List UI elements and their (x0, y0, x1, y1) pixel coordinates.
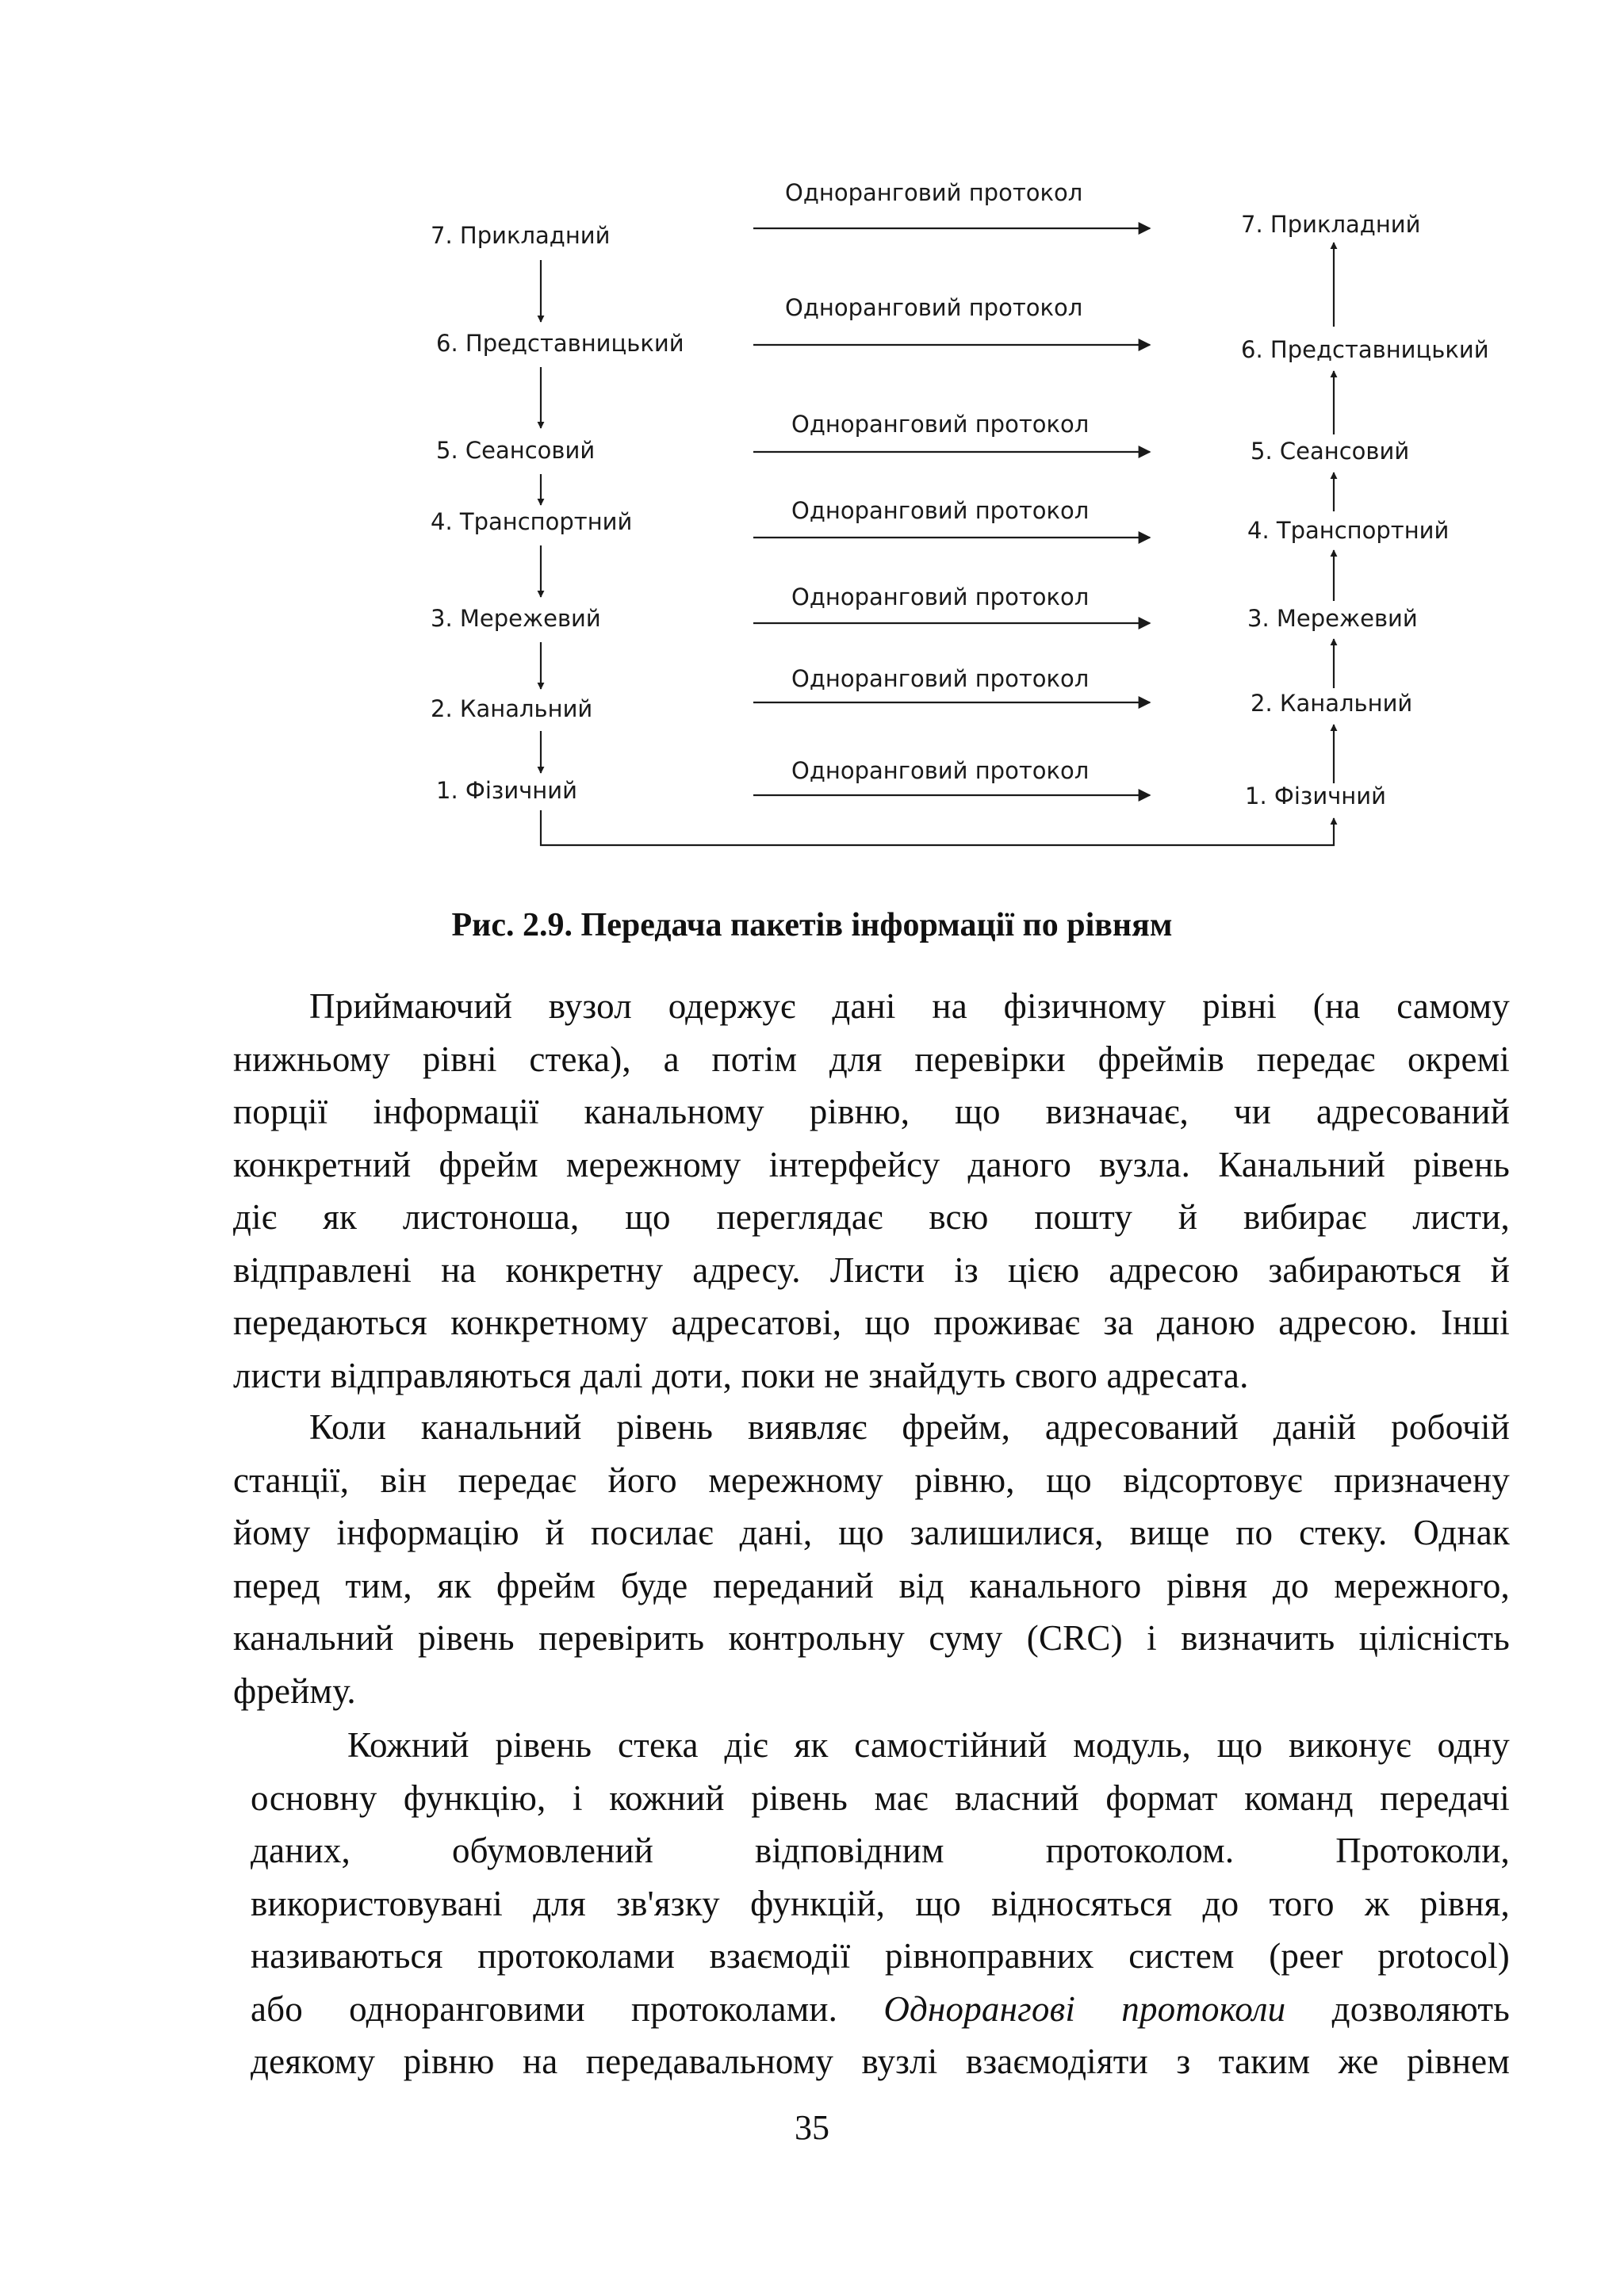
text-line: канальний рівень перевірить контрольну суму (CRC) і визначить цілісність (233, 1618, 1510, 1658)
left-layer-7: 7. Прикладний (431, 222, 611, 249)
right-layer-1: 1. Фізичний (1245, 783, 1386, 809)
sender-stack (431, 222, 684, 804)
page-number: 35 (795, 2108, 829, 2147)
text-line (251, 1983, 1510, 2036)
text-line: нижньому рівні стека), а потім для перевірки фреймів передає окремі (233, 1039, 1510, 1079)
text-line: даних, обумовлений відповідним протоколом. Протоколи, (251, 1831, 1510, 1870)
text-line: відправлені на конкретну адресу. Листи із цією адресою забираються й (233, 1249, 1510, 1290)
paragraph-2 (233, 1401, 1510, 1717)
text-line: Коли канальний рівень виявляє фрейм, адресований даній робочій (309, 1407, 1510, 1447)
protocol-label-2: Одноранговий протокол (791, 665, 1090, 692)
protocol-label-5: Одноранговий протокол (791, 411, 1090, 438)
paragraph-1 (233, 980, 1510, 1402)
text-run: або однoранговими протоколами. (251, 1988, 884, 2029)
text-line: діє як листоноша, що переглядає всю пошту й вибирає листи, (233, 1197, 1510, 1237)
text-line: листи відправляються далі доти, поки не знайдуть свого адресата. (233, 1355, 1249, 1395)
text-line: деякому рівню на передавальному вузлі взаємодіяти з таким же рівнем (251, 2042, 1510, 2081)
text-line: конкретний фрейм мережному інтерфейсу даного вузла. Канальний рівень (233, 1144, 1510, 1184)
text-line: передаються конкретному адресатові, що проживає за даною адресою. Інші (233, 1303, 1510, 1342)
text-line: порції інформації канальному рівню, що визначає, чи адресований (233, 1092, 1510, 1131)
protocol-label-4: Одноранговий протокол (791, 497, 1090, 524)
text-line: Приймаючий вузол одержує дані на фізичному рівні (на самому (309, 986, 1510, 1026)
left-layer-1: 1. Фізичний (436, 777, 577, 804)
paragraph-3 (251, 1719, 1510, 2088)
peer-protocol-labels (785, 179, 1089, 784)
text-line: фрейму. (233, 1670, 356, 1711)
protocol-label-1: Одноранговий протокол (791, 757, 1090, 784)
left-layer-5: 5. Сеансовий (436, 437, 596, 464)
text-run: дозволяють (1285, 1988, 1510, 2029)
receiver-stack (1241, 211, 1489, 809)
right-layer-3: 3. Мережевий (1247, 605, 1418, 632)
italic-term: Однорангові протоколи (883, 1988, 1286, 2029)
left-layer-2: 2. Канальний (431, 695, 593, 722)
right-layer-6: 6. Представницький (1241, 336, 1489, 363)
right-layer-4: 4. Транспортний (1247, 517, 1450, 544)
protocol-label-3: Одноранговий протокол (791, 584, 1090, 610)
right-layer-7: 7. Прикладний (1241, 211, 1421, 238)
text-line: йому інформацію й посилає дані, що залишилися, вище по стеку. Однак (233, 1513, 1510, 1552)
text-line: називаються протоколами взаємодії рівноправних систем (peer protocol) (251, 1936, 1510, 1976)
text-line: використовувані для зв'язку функцій, що відносяться до того ж рівня, (251, 1883, 1510, 1923)
text-line: перед тим, як фрейм буде переданий від канального рівня до мережного, (233, 1565, 1510, 1605)
figure-caption: Рис. 2.9. Передача пакетів інформації по рівням (451, 907, 1173, 943)
physical-medium-link (541, 810, 1334, 845)
osi-peer-protocol-diagram (0, 0, 1624, 880)
left-layer-3: 3. Мережевий (431, 605, 601, 632)
protocol-label-7: Одноранговий протокол (785, 179, 1083, 206)
text-line: Кожний рівень стека діє як самостійний модуль, що виконує одну (347, 1725, 1510, 1765)
left-layer-4: 4. Транспортний (431, 508, 633, 535)
text-line: станції, він передає його мережному рівню, що відсортовує призначену (233, 1460, 1510, 1500)
protocol-label-6: Одноранговий протокол (785, 294, 1083, 321)
right-layer-5: 5. Сеансовий (1251, 438, 1410, 465)
left-layer-6: 6. Представницький (436, 330, 684, 357)
text-line: основну функцію, і кожний рівень має власний формат команд передачі (251, 1777, 1510, 1818)
right-layer-2: 2. Канальний (1251, 690, 1413, 717)
